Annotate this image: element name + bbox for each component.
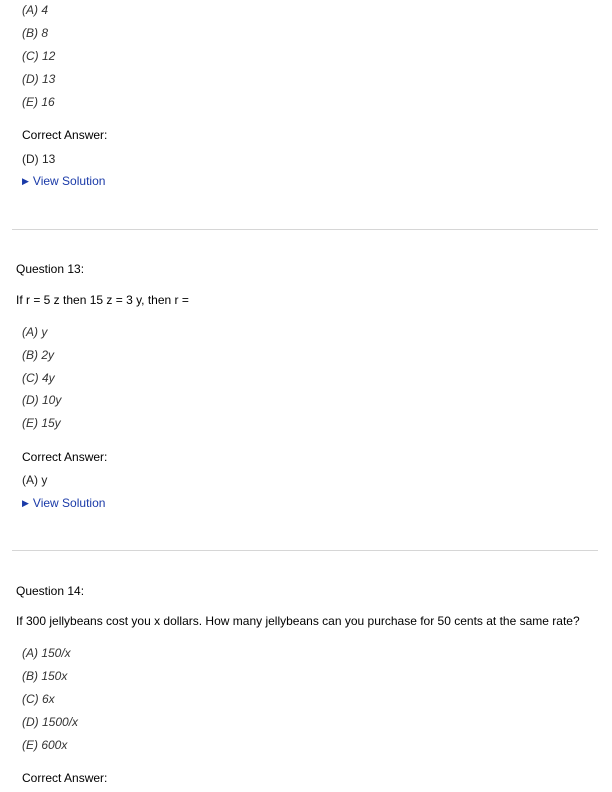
option-e: (E) 15y bbox=[22, 416, 61, 430]
view-solution-label: View Solution bbox=[32, 174, 106, 188]
option-c: (C) 6x bbox=[22, 692, 55, 706]
option-b: (B) 2y bbox=[22, 348, 55, 362]
question-heading: Question 13: bbox=[16, 262, 85, 276]
section-divider bbox=[12, 229, 598, 230]
option-a: (A) 150/x bbox=[22, 646, 71, 660]
option-a: (A) 4 bbox=[22, 3, 49, 17]
option-d: (D) 10y bbox=[22, 393, 62, 407]
section-divider bbox=[12, 550, 598, 551]
correct-answer-label: Correct Answer: bbox=[22, 128, 108, 142]
option-b: (B) 150x bbox=[22, 669, 68, 683]
question-text: If 300 jellybeans cost you x dollars. How many jellybeans can you purchase for 50 cents at the same rate? bbox=[16, 614, 580, 628]
option-b: (B) 8 bbox=[22, 26, 49, 40]
correct-answer-label: Correct Answer: bbox=[22, 450, 108, 464]
correct-answer-value: (D) 13 bbox=[22, 152, 56, 166]
view-solution-label: View Solution bbox=[32, 496, 106, 510]
option-d: (D) 13 bbox=[22, 72, 56, 86]
question-heading: Question 14: bbox=[16, 584, 85, 598]
option-c: (C) 12 bbox=[22, 49, 56, 63]
option-a: (A) y bbox=[22, 325, 48, 339]
question-text: If r = 5 z then 15 z = 3 y, then r = bbox=[16, 293, 189, 307]
triangle-right-icon: ▶ bbox=[22, 176, 29, 186]
option-e: (E) 600x bbox=[22, 738, 68, 752]
option-d: (D) 1500/x bbox=[22, 715, 79, 729]
triangle-right-icon: ▶ bbox=[22, 498, 29, 508]
correct-answer-label: Correct Answer: bbox=[22, 771, 108, 785]
view-solution-toggle[interactable] bbox=[22, 174, 105, 188]
view-solution-toggle[interactable] bbox=[22, 496, 105, 510]
option-e: (E) 16 bbox=[22, 95, 55, 109]
option-c: (C) 4y bbox=[22, 371, 55, 385]
correct-answer-value: (A) y bbox=[22, 473, 48, 487]
